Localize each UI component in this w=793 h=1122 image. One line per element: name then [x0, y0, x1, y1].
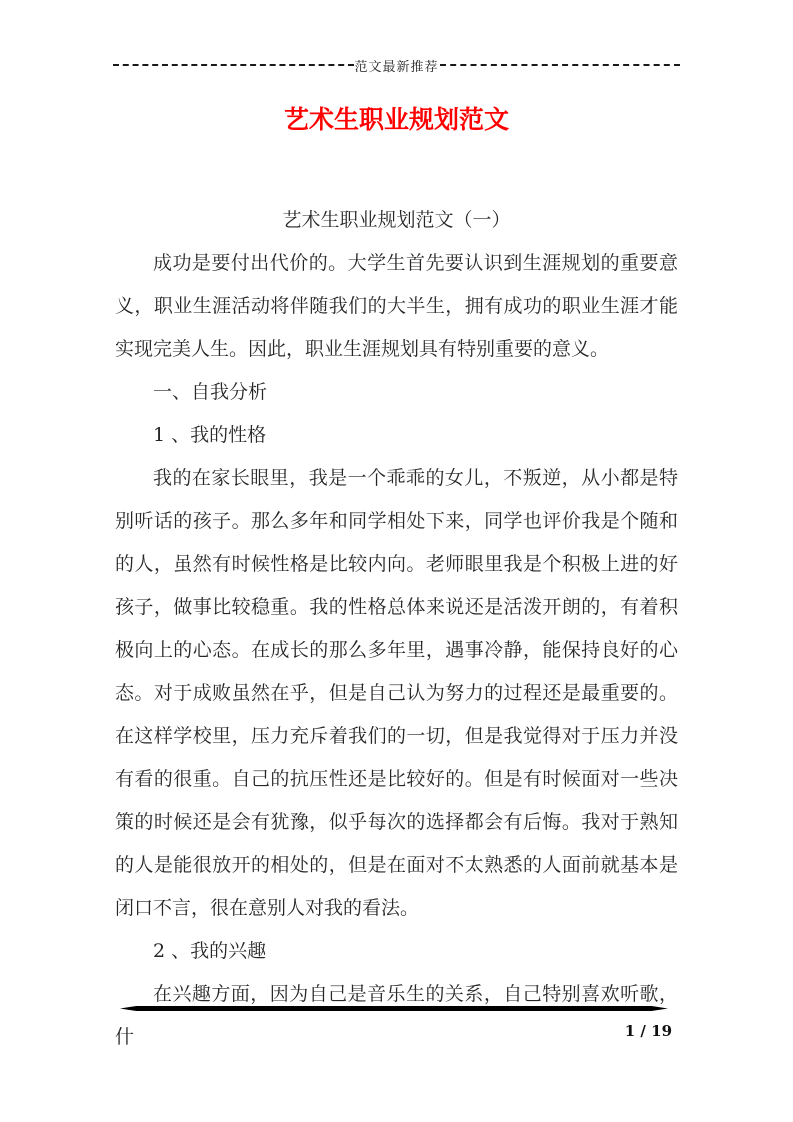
- header-dash-left: [113, 64, 354, 66]
- document-title: 艺术生职业规划范文: [283, 105, 509, 134]
- heading-my-interests: 2 、我的兴趣: [153, 940, 267, 962]
- header-dash-right: [440, 64, 681, 66]
- page-header-band: [113, 56, 680, 74]
- paragraph-personality: 我的在家长眼里，我是一个乖乖的女儿，不叛逆，从小都是特别听话的孩子。那么多年和同学相处下来，同学也评价我是个随和的人，虽然有时候性格是比较内向。老师眼里我是个积极上进的好孩子，做事比较稳重。我的性格总体来说还是活泼开朗的，有着积极向上的心态。在成长的那么多年里，遇事冷静，能保持良好的心态。对于成败虽然在乎，但是自己认为努力的过程还是最重要的。在这样学校里，压力充斥着我们的一切，但是我觉得对于压力并没有看的很重。自己的抗压性还是比较好的。但是有时候面对一些决策的时候还是会有犹豫，似乎每次的选择都会有后悔。我对于熟知的人是能很放开的相处的，但是在面对不太熟悉的人面前就基本是闭口不言，很在意别人对我的看法。: [115, 467, 678, 919]
- page-number: 1 / 19: [624, 1022, 672, 1040]
- paragraph-interests: 在兴趣方面，因为自己是音乐生的关系，自己特别喜欢听歌，什: [115, 983, 678, 1048]
- paragraph-intro: 成功是要付出代价的。大学生首先要认识到生涯规划的重要意义，职业生涯活动将伴随我们的大半生，拥有成功的职业生涯才能实现完美人生。因此，职业生涯规划具有特别重要的意义。: [115, 252, 678, 360]
- document-body: [115, 199, 678, 1059]
- heading-my-personality: 1 、我的性格: [153, 424, 267, 446]
- header-band-label: 范文最新推荐: [354, 59, 439, 75]
- heading-self-analysis: 一、自我分析: [153, 381, 268, 403]
- footer-divider-rule: [120, 1006, 668, 1011]
- section-subtitle: 艺术生职业规划范文（一）: [282, 209, 511, 231]
